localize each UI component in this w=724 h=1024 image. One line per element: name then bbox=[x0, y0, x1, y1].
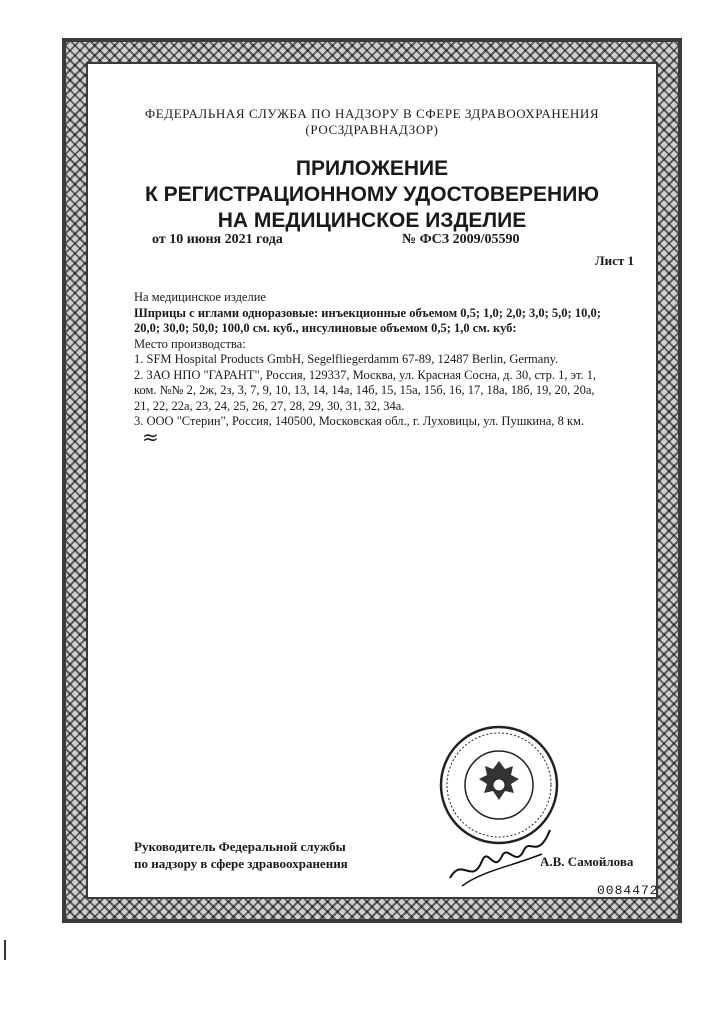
product-line-1: Шприцы с иглами одноразовые: инъекционные объемом 0,5; 1,0; 2,0; 3,0; 5,0; 10,0; bbox=[134, 305, 601, 320]
scan-artifact bbox=[4, 940, 6, 960]
issue-date: от 10 июня 2021 года bbox=[152, 232, 283, 247]
signer-title bbox=[134, 838, 348, 872]
agency-header bbox=[82, 106, 662, 138]
product-line-2: 20,0; 30,0; 50,0; 100,0 см. куб., инсулиновые объемом 0,5; 1,0 см. куб: bbox=[134, 321, 517, 335]
handwritten-mark: ≈ bbox=[142, 424, 159, 449]
document-body bbox=[134, 290, 654, 448]
place-1: 1. SFM Hospital Products GmbH, Segelfliegerdamm 67-89, 12487 Berlin, Germany. bbox=[134, 352, 559, 366]
agency-abbreviation: (РОСЗДРАВНАДЗОР) bbox=[305, 122, 439, 137]
title-line-3: НА МЕДИЦИНСКОЕ ИЗДЕЛИЕ bbox=[217, 209, 527, 232]
place-2-line-1: 2. ЗАО НПО "ГАРАНТ", Россия, 129337, Москва, ул. Красная Сосна, д. 30, стр. 1, эт. 1, bbox=[134, 367, 597, 382]
signer-title-line-2: по надзору в сфере здравоохранения bbox=[134, 856, 348, 871]
document-content bbox=[82, 58, 662, 903]
title-line-2: К РЕГИСТРАЦИОННОМУ УДОСТОВЕРЕНИЮ bbox=[145, 183, 599, 206]
registration-number: № ФСЗ 2009/05590 bbox=[402, 232, 520, 247]
sheet-number: Лист 1 bbox=[594, 253, 634, 268]
place-3: 3. ООО "Стерин", Россия, 140500, Московская обл., г. Луховицы, ул. Пушкина, 8 км. bbox=[134, 414, 585, 428]
place-2-line-3: 21, 22, 22а, 23, 24, 25, 26, 27, 28, 29, 30, 31, 32, 34а. bbox=[134, 398, 405, 413]
title-line-1: ПРИЛОЖЕНИЕ bbox=[295, 157, 449, 180]
document-title bbox=[82, 156, 662, 234]
place-label: Место производства: bbox=[134, 336, 246, 351]
agency-name: ФЕДЕРАЛЬНАЯ СЛУЖБА ПО НАДЗОРУ В СФЕРЕ ЗДРАВООХРАНЕНИЯ bbox=[144, 106, 600, 121]
signer-name: А.В. Самойлова bbox=[540, 854, 634, 869]
serial-number: 0084472 bbox=[597, 883, 659, 898]
intro-text: На медицинское изделие bbox=[134, 290, 266, 304]
signer-title-line-1: Руководитель Федеральной службы bbox=[134, 839, 346, 854]
place-2-line-2: ком. №№ 2, 2ж, 2з, 3, 7, 9, 10, 13, 14, 14а, 14б, 15, 15а, 15б, 16, 17, 18а, 18б, 19, 20, 20а, bbox=[134, 383, 595, 397]
